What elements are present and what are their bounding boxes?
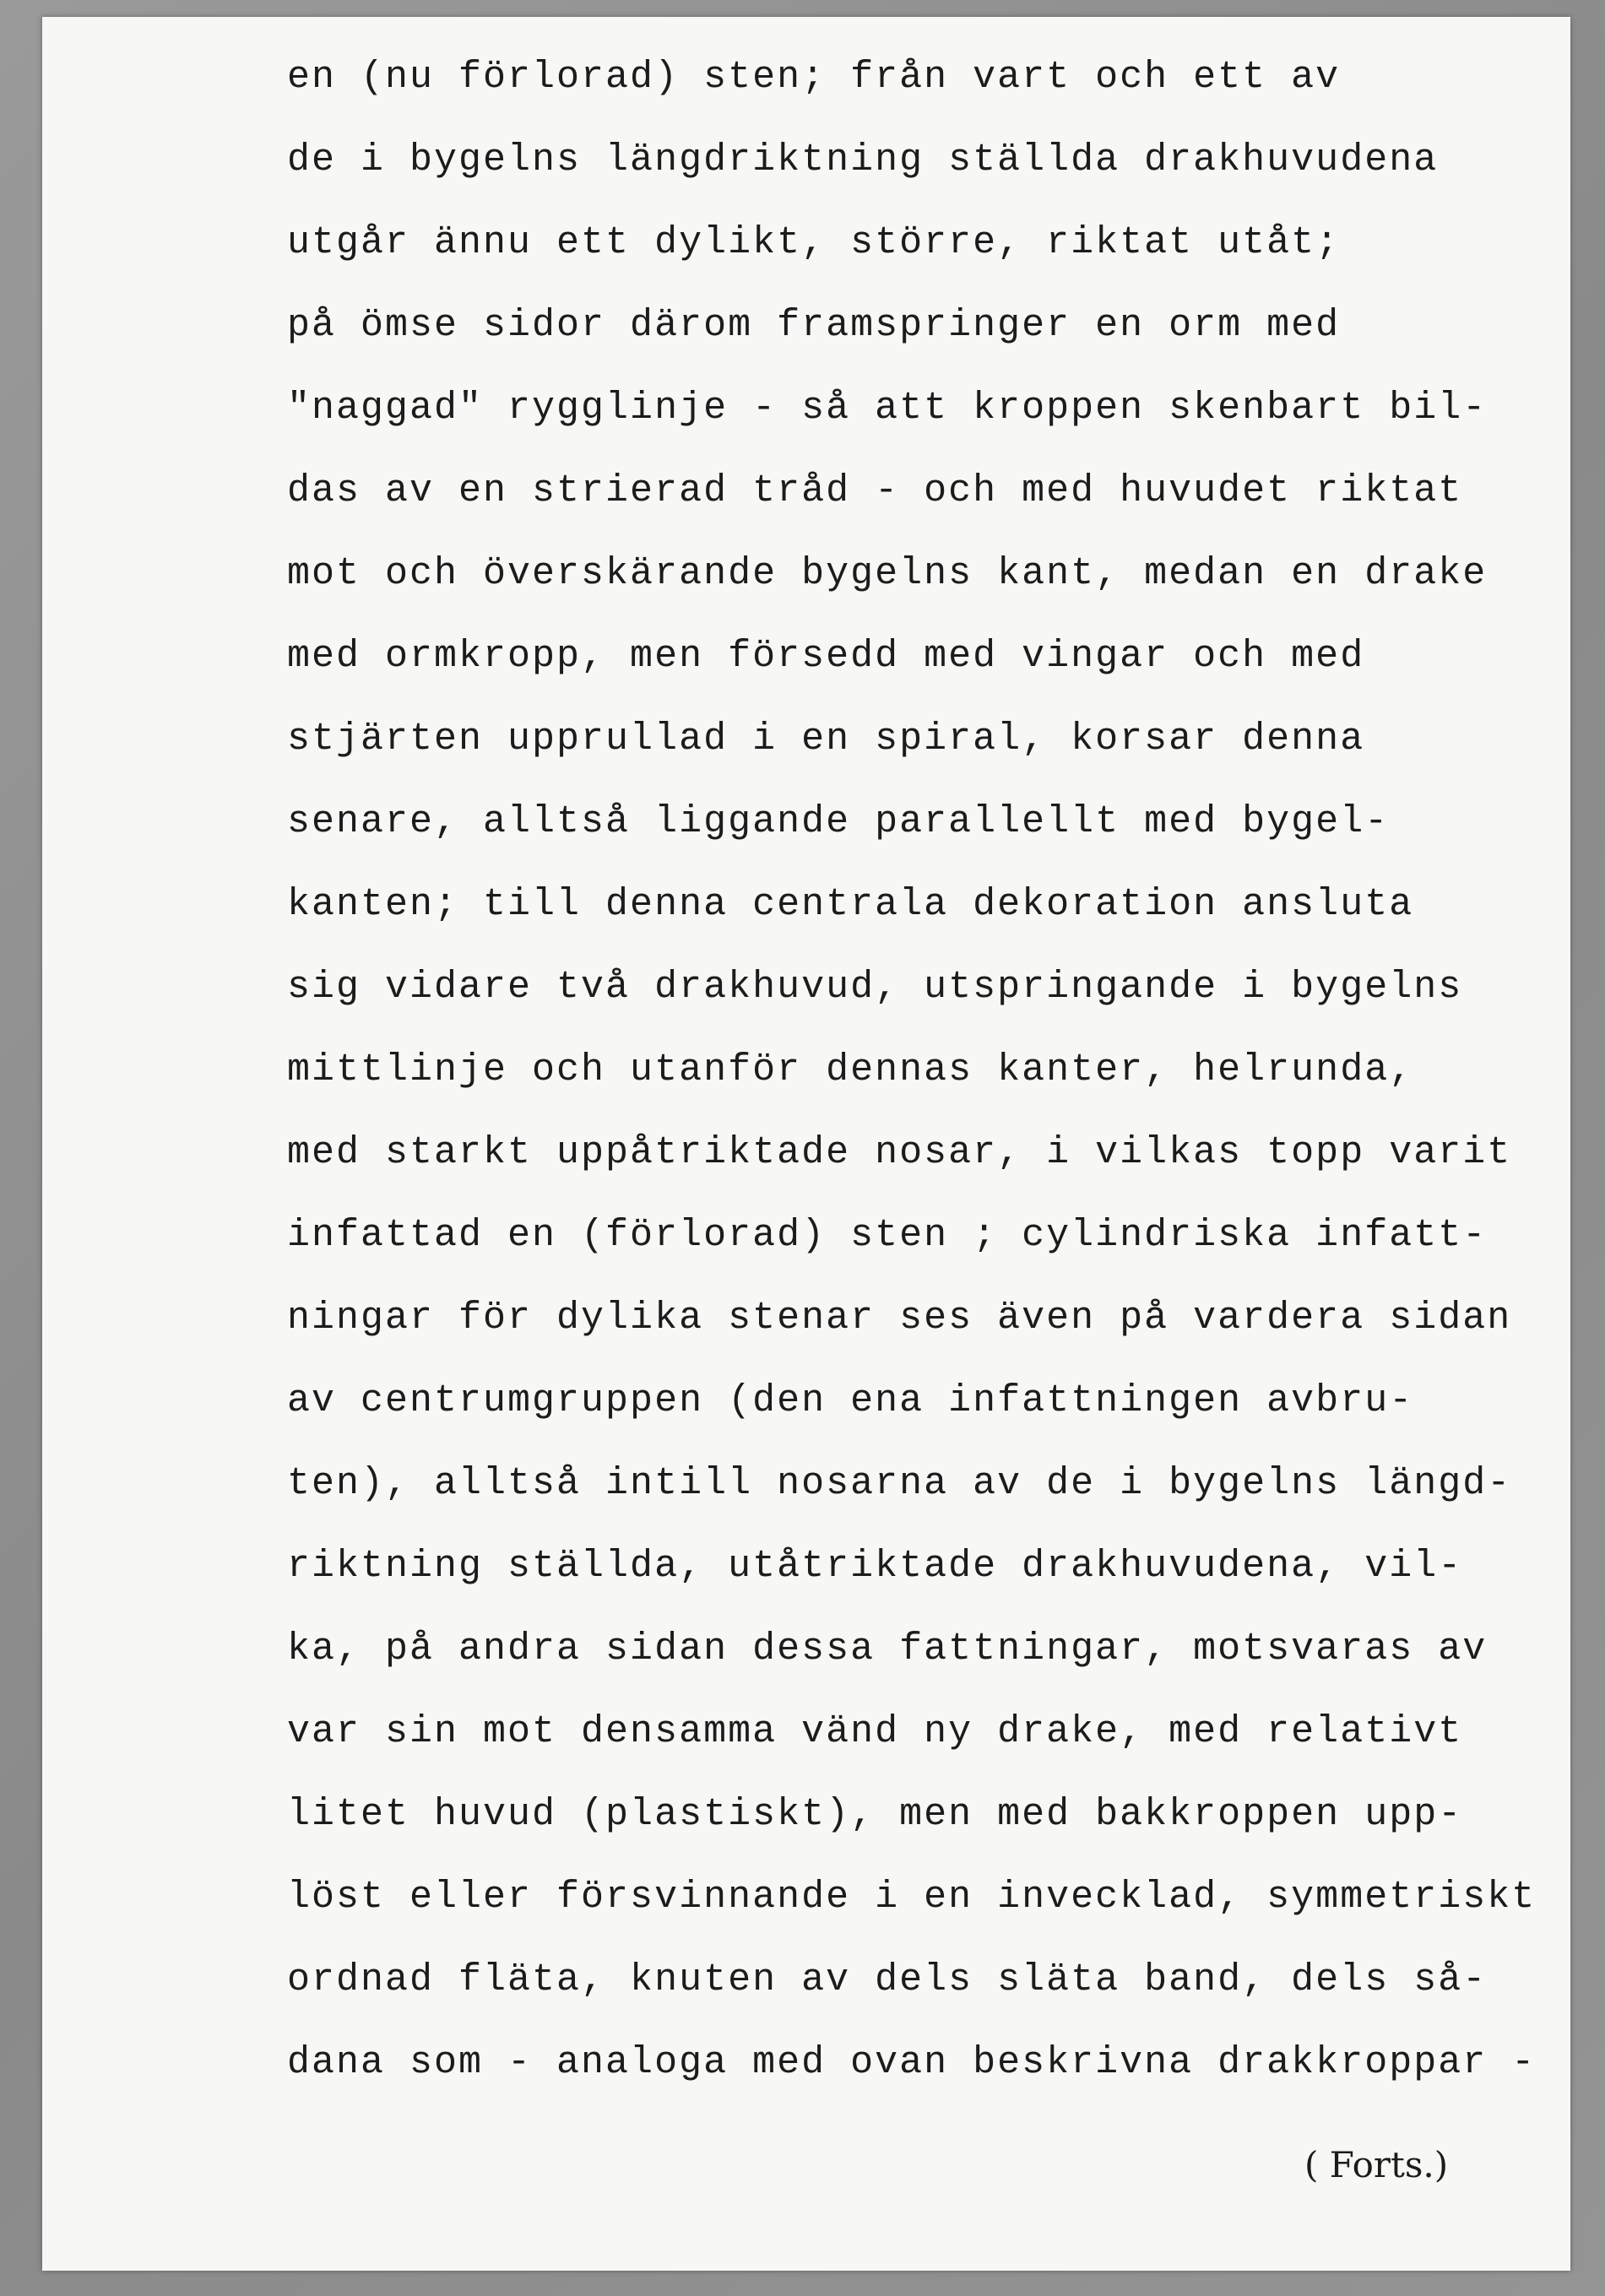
text-line: en (nu förlorad) sten; från vart och ett av	[287, 56, 1341, 99]
text-line: utgår ännu ett dylikt, större, riktat utåt;	[287, 221, 1341, 264]
text-line: med ormkropp, men försedd med vingar och med	[287, 635, 1365, 678]
text-line: dana som - analoga med ovan beskrivna drakkroppar -	[287, 2041, 1537, 2084]
text-line: ningar för dylika stenar ses även på vardera sidan	[287, 1297, 1512, 1340]
text-line: mot och överskärande bygelns kant, medan en drake	[287, 552, 1488, 595]
text-line: litet huvud (plastiskt), men med bakkroppen upp-	[287, 1793, 1463, 1836]
text-line: infattad en (förlorad) sten ; cylindriska infatt-	[287, 1214, 1488, 1257]
text-line: av centrumgruppen (den ena infattningen avbru-	[287, 1379, 1414, 1422]
text-line: stjärten upprullad i en spiral, korsar denna	[287, 718, 1365, 761]
text-line: var sin mot densamma vänd ny drake, med relativt	[287, 1710, 1463, 1753]
text-line: med starkt uppåtriktade nosar, i vilkas topp varit	[287, 1131, 1512, 1174]
text-line: "naggad" rygglinje - så att kroppen skenbart bil-	[287, 387, 1488, 430]
text-line: senare, alltså liggande parallellt med bygel-	[287, 800, 1390, 843]
text-line: mittlinje och utanför dennas kanter, helrunda,	[287, 1048, 1414, 1091]
text-line: de i bygelns längdriktning ställda drakhuvudena	[287, 138, 1439, 181]
text-line: löst eller försvinnande i en invecklad, symmetriskt	[287, 1876, 1537, 1919]
text-line: das av en strierad tråd - och med huvudet riktat	[287, 469, 1463, 512]
typewritten-page	[42, 17, 1570, 2271]
text-line: sig vidare två drakhuvud, utspringande i bygelns	[287, 966, 1463, 1009]
text-line: riktning ställda, utåtriktade drakhuvudena, vil-	[287, 1545, 1463, 1588]
text-line: kanten; till denna centrala dekoration ansluta	[287, 883, 1414, 926]
text-line: ka, på andra sidan dessa fattningar, motsvaras av	[287, 1627, 1488, 1671]
text-line: på ömse sidor därom framspringer en orm med	[287, 304, 1341, 347]
text-line: ordnad fläta, knuten av dels släta band, dels så-	[287, 1958, 1488, 2001]
continued-note: ( Forts.)	[1304, 2144, 1449, 2185]
text-line: ten), alltså intill nosarna av de i bygelns längd-	[287, 1462, 1512, 1505]
